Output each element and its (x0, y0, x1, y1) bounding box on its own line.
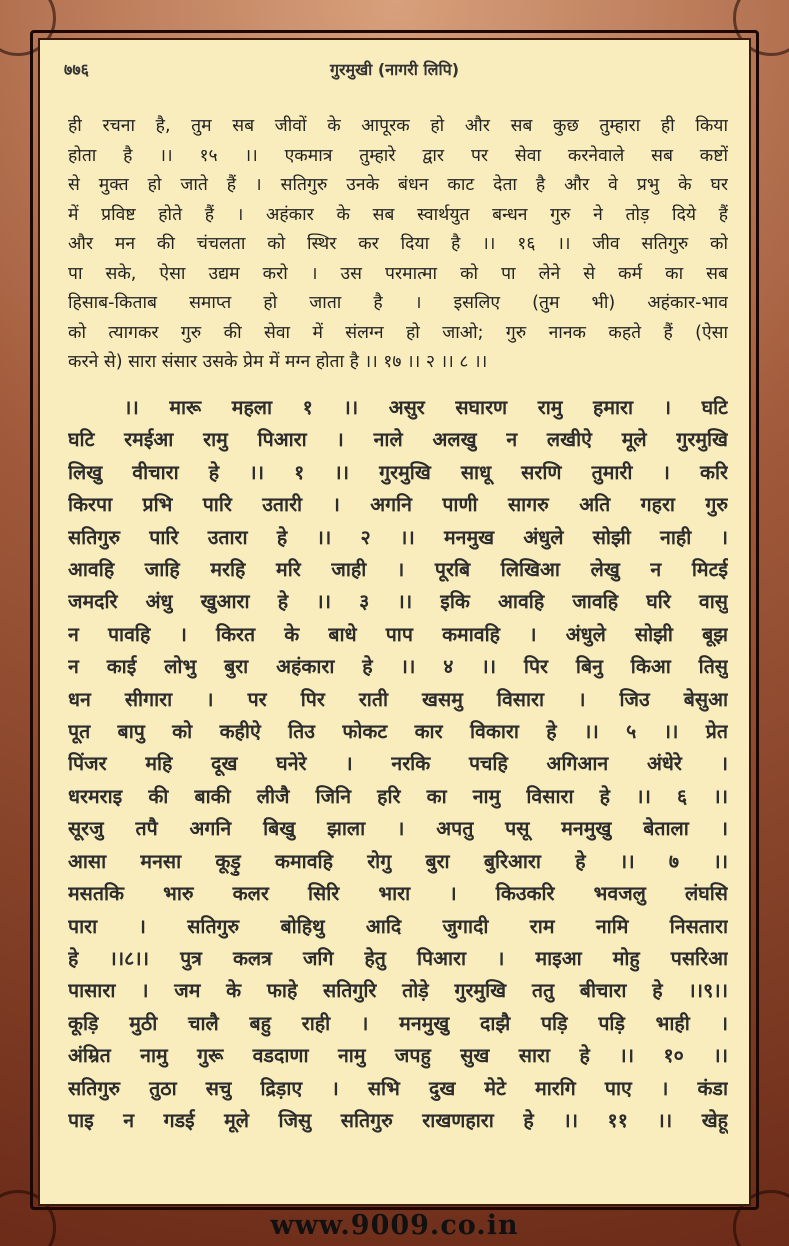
verse-line: जमदरि अंधु खुआरा हे ।। ३ ।। इकि आवहि जावहि घरि वासु (68, 590, 728, 614)
scripture-page (38, 38, 751, 1206)
verse-line: पिंजर महि दूख घनेरे । नरकि पचहि अगिआन अंधेरे । (68, 752, 728, 776)
page-header (64, 58, 725, 88)
verse-line: न पावहि । किरत के बाधे पाप कमावहि । अंधुले सोझी बूझ (68, 622, 728, 646)
verse-line: घटि रमईआ रामु पिआरा । नाले अलखु न लखीऐ मूले गुरमुखि (68, 428, 728, 452)
text-line: ही रचना है, तुम सब जीवों के आपूरक हो और सब कुछ तुम्हारा ही किया (68, 116, 728, 136)
text-line: करने से) सारा संसार उसके प्रेम में मग्न होता है ।। १७ ।। २ ।। ८ ।। (68, 352, 488, 372)
verse-line: ।। मारू महला १ ।। असुर सघारण रामु हमारा । घटि (124, 396, 728, 419)
text-line: को त्यागकर गुरु की सेवा में संलग्न हो जाओ; गुरु नानक कहते हैं (ऐसा (68, 322, 728, 343)
verse-line: पूत बापु को कहीऐ तिउ फोकट कार विकारा हे ।। ५ ।। प्रेत (68, 720, 728, 744)
page-number: ७७६ (64, 60, 89, 79)
website-url: www.9009.co.in (270, 1210, 519, 1241)
verse-line: सतिगुरु पारि उतारा हे ।। २ ।। मनमुख अंधुले सोझी नाही । (68, 525, 728, 549)
page-title: गुरमुखी (नागरी लिपि) (329, 60, 460, 79)
verse-line: मसतकि भारु कलर सिरि भारा । किउकरि भवजलु लंघसि (68, 882, 728, 906)
text-line: हिसाब-किताब समाप्त हो जाता है । इसलिए (तुम भी) अहंकार-भाव (68, 293, 728, 313)
verse-line: लिखु वीचारा हे ।। १ ।। गुरमुखि साधू सरणि तुमारी । करि (68, 460, 728, 484)
verse-line: पाइ न गडई मूले जिसु सतिगुरु राखणहारा हे ।। ११ ।। खेहू (68, 1108, 728, 1132)
text-line: और मन की चंचलता को स्थिर कर दिया है ।। १६ ।। जीव सतिगुरु को (68, 234, 728, 254)
verse-paragraph (68, 392, 728, 1137)
text-line: पा सके, ऐसा उद्यम करो । उस परमात्मा को पा लेने से कर्म का सब (68, 263, 728, 284)
verse-line: आवहि जाहि मरहि मरि जाही । पूरबि लिखिआ लेखु न मिटई (68, 558, 728, 582)
verse-line: कूड़ि मुठी चालै बहु राही । मनमुखु दाझै पड़ि पड़ि भाही । (68, 1011, 728, 1035)
verse-line: धरमराइ की बाकी लीजै जिनि हरि का नामु विसारा हे ।। ६ ।। (68, 784, 728, 808)
verse-line: आसा मनसा कूड़ु कमावहि रोगु बुरा बुरिआरा हे ।। ७ ।। (68, 849, 728, 873)
verse-line: हे ।।८।। पुत्र कलत्र जगि हेतु पिआरा । माइआ मोहु पसरिआ (68, 946, 728, 970)
verse-line: पारा । सतिगुरु बोहिथु आदि जुगादी राम नामि निसतारा (68, 914, 728, 938)
verse-line: किरपा प्रभि पारि उतारी । अगनि पाणी सागरु अति गहरा गुरु (68, 493, 728, 517)
verse-line: सूरजु तपै अगनि बिखु झाला । अपतु पसू मनमुखु बेताला । (68, 817, 728, 841)
text-line: से मुक्त हो जाते हैं । सतिगुरु उनके बंधन काट देता है और वे प्रभु के घर (68, 175, 728, 195)
verse-line: पासारा । जम के फाहे सतिगुरि तोड़े गुरमुखि ततु बीचारा हे ।।९।। (68, 979, 728, 1003)
verse-line: धन सीगारा । पर पिर राती खसमु विसारा । जिउ बेसुआ (68, 687, 728, 711)
verse-line: अंम्रित नामु गुरू वडदाणा नामु जपहु सुख सारा हे ।। १० ।। (68, 1044, 728, 1068)
verse-line: न काई लोभु बुरा अहंकारा हे ।। ४ ।। पिर बिनु किआ तिसु (68, 655, 728, 679)
text-line: में प्रविष्ट होते हैं । अहंकार के सब स्वार्थयुत बन्धन गुरु ने तोड़ दिये हैं (68, 204, 728, 225)
verse-line: सतिगुरु तुठा सचु द्रिड़ाए । सभि दुख मेटे मारगि पाए । कंडा (68, 1076, 728, 1100)
translation-paragraph (68, 112, 728, 378)
text-line: होता है ।। १५ ।। एकमात्र तुम्हारे द्वार पर सेवा करनेवाले सब कष्टों (68, 145, 728, 166)
